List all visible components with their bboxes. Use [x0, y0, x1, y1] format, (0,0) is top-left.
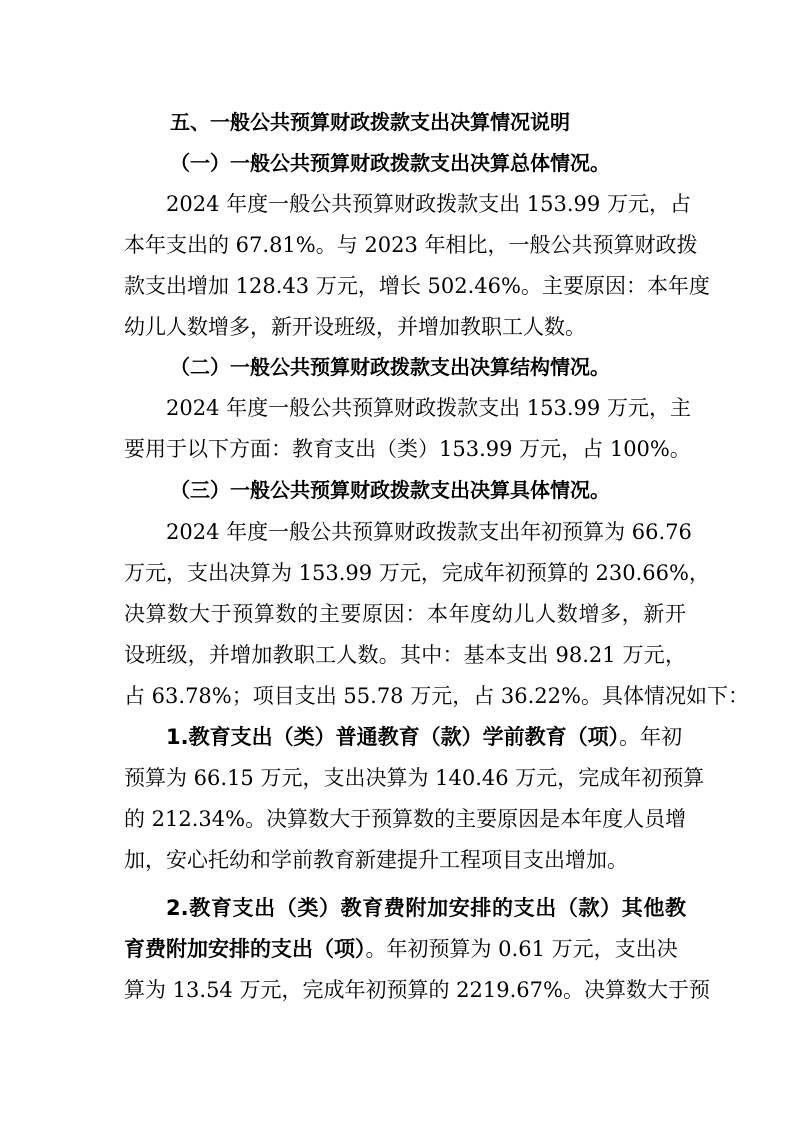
paragraph-line: 加，安心托幼和学前教育新建提升工程项目支出增加。 — [124, 848, 628, 872]
section-title: 五、一般公共预算财政拨款支出决算情况说明 — [170, 110, 570, 134]
paragraph-line: 幼儿人数增多，新开设班级，并增加教职工人数。 — [124, 315, 586, 339]
paragraph-line: 占 63.78%；项目支出 55.78 万元，占 36.22%。具体情况如下： — [124, 684, 749, 708]
item-2-text: 。年初预算为 0.61 万元，支出决 — [365, 937, 678, 961]
paragraph-line: 设班级，并增加教职工人数。其中：基本支出 98.21 万元， — [124, 643, 686, 667]
paragraph-line: 决算数大于预算数的主要原因：本年度幼儿人数增多，新开 — [124, 602, 686, 626]
paragraph-line: 万元，支出决算为 153.99 万元，完成年初预算的 230.66%， — [124, 561, 710, 585]
paragraph-line: 2024 年度一般公共预算财政拨款支出 153.99 万元，主 — [166, 396, 691, 420]
paragraph-line: 的 212.34%。决算数大于预算数的主要原因是本年度人员增 — [124, 807, 687, 831]
item-2-title-end: 育费附加安排的支出（项） — [124, 937, 366, 961]
paragraph-line: 算为 13.54 万元，完成年初预算的 2219.67%。决算数大于预 — [124, 978, 710, 1002]
paragraph-line: 款支出增加 128.43 万元，增长 502.46%。主要原因：本年度 — [124, 274, 710, 298]
paragraph-line: 要用于以下方面：教育支出（类）153.99 万元，占 100%。 — [124, 437, 691, 461]
item-1-text: 。年初 — [619, 725, 683, 749]
paragraph-line: 2024 年度一般公共预算财政拨款支出年初预算为 66.76 — [166, 520, 692, 544]
item-2-title-line: 2.教育支出（类）教育费附加安排的支出（款）其他教 — [166, 896, 686, 920]
item-2-second-line — [124, 929, 686, 969]
paragraph-line: 本年支出的 67.81%。与 2023 年相比，一般公共预算财政拨 — [124, 233, 698, 257]
item-1-first-line — [166, 717, 686, 757]
subsection-heading-3: （三）一般公共预算财政拨款支出决算具体情况。 — [170, 478, 610, 502]
subsection-heading-2: （二）一般公共预算财政拨款支出决算结构情况。 — [170, 355, 610, 379]
paragraph-line: 2024 年度一般公共预算财政拨款支出 153.99 万元，占 — [166, 192, 691, 216]
subsection-heading-1: （一）一般公共预算财政拨款支出决算总体情况。 — [170, 151, 610, 175]
item-1-title: 1.教育支出（类）普通教育（款）学前教育（项） — [166, 725, 620, 749]
paragraph-line: 预算为 66.15 万元，支出决算为 140.46 万元，完成年初预算 — [124, 766, 705, 790]
